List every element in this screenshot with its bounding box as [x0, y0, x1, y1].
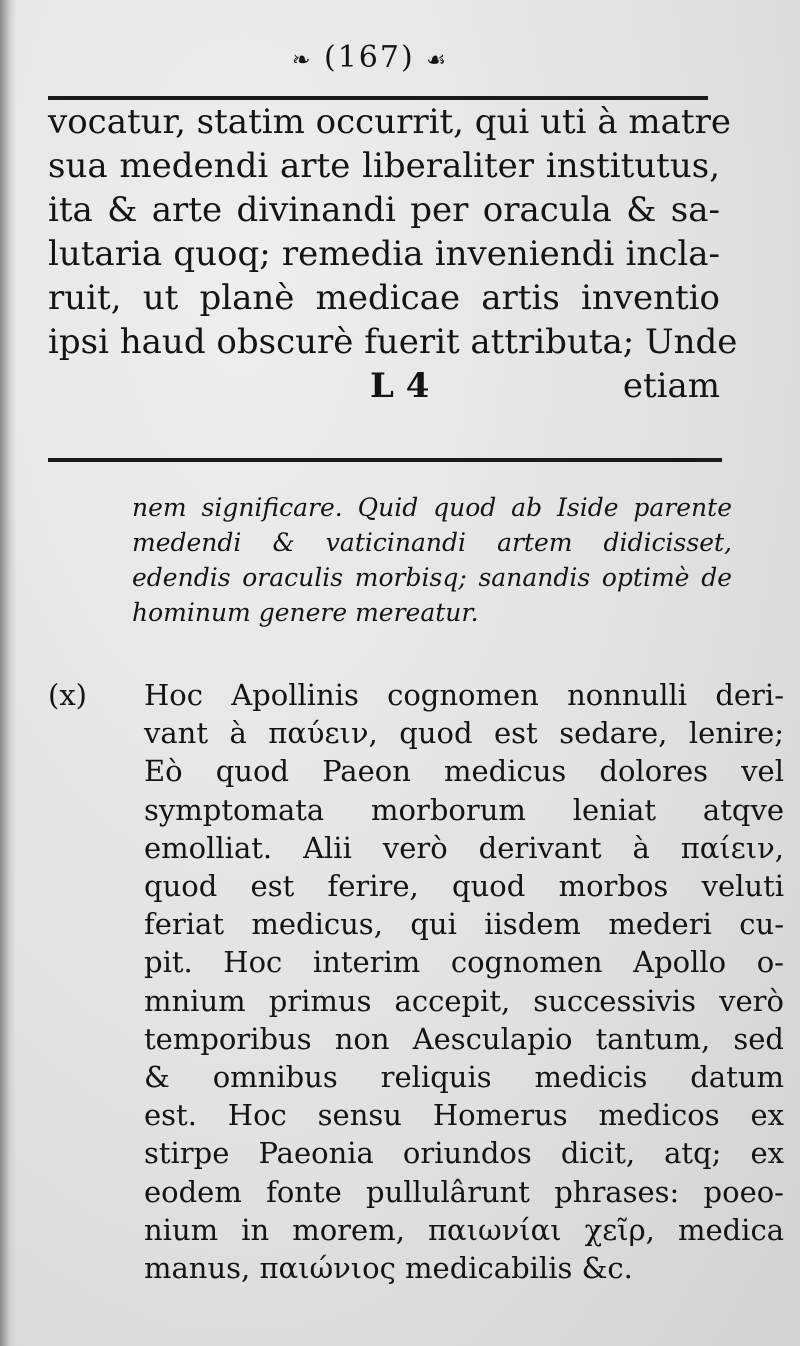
main-text-line: ita & arte divinandi per oracula & sa-: [48, 190, 720, 230]
page-number: (167): [324, 40, 415, 75]
footnote-line: hominum genere mereatur.: [132, 598, 479, 627]
main-text-line: vocatur, statim occurrit, qui uti à matre: [48, 102, 731, 142]
footnote-line: stirpe Paeonia oriundos dicit, atq; ex: [144, 1136, 784, 1171]
footnote-line: medendi & vaticinandi artem didicisset,: [132, 528, 732, 557]
ornament-left-icon: ❧: [292, 48, 313, 73]
signature-mark: L 4: [370, 366, 430, 406]
footnote-x-body: [144, 676, 784, 1287]
footnote-line: pit. Hoc interim cognomen Apollo o-: [144, 945, 784, 980]
footnote-line: manus, παιώνιος medicabilis &c.: [144, 1251, 633, 1286]
footnote-rule: [48, 458, 722, 462]
footnote-line: feriat medicus, qui iisdem mederi cu-: [144, 907, 784, 942]
signature-row: [48, 366, 720, 410]
footnote-line: eodem fonte pullulârunt phrases: poeo-: [144, 1174, 784, 1209]
footnote-line: temporibus non Aesculapio tantum, sed: [144, 1021, 784, 1056]
main-text-line: ipsi haud obscurè fuerit attributa; Unde: [48, 322, 738, 362]
footnote-line: mnium primus accepit, successivis verò: [144, 983, 784, 1018]
footnote-line: est. Hoc sensu Homerus medicos ex: [144, 1098, 784, 1133]
main-text-line: sua medendi arte liberaliter institutus,: [48, 146, 720, 186]
page-header: [240, 40, 500, 75]
footnote-line: symptomata morborum leniat atqve: [144, 792, 784, 827]
footnote-line: edendis oraculis morbisq; sanandis optimè de: [132, 563, 732, 592]
footnote-line: Hoc Apollinis cognomen nonnulli deri-: [144, 678, 784, 712]
footnote-line: nium in morem, παιωνίαι χεῖρ, medica: [144, 1212, 784, 1247]
footnote-line: nem significare. Quid quod ab Iside parente: [132, 493, 732, 522]
footnote-line: quod est ferire, quod morbos veluti: [144, 869, 784, 904]
footnote-line: vant à παύειν, quod est sedare, lenire;: [144, 716, 784, 751]
main-text-line: lutaria quoq; remedia inveniendi incla-: [48, 234, 720, 274]
footnote-marker: (x): [48, 678, 87, 712]
ornament-right-icon: ☙: [426, 48, 448, 73]
footnote-line: Eò quod Paeon medicus dolores vel: [144, 754, 784, 789]
page-gutter-shadow: [0, 0, 16, 1346]
footnote-line: emolliat. Alii verò derivant à παίειν,: [144, 830, 784, 865]
footnote-line: & omnibus reliquis medicis datum: [144, 1060, 784, 1095]
main-text: [48, 100, 738, 364]
footnote-continuation: [132, 490, 732, 630]
catchword: etiam: [622, 366, 720, 406]
main-text-line: ruit, ut planè medicae artis inventio: [48, 278, 720, 318]
